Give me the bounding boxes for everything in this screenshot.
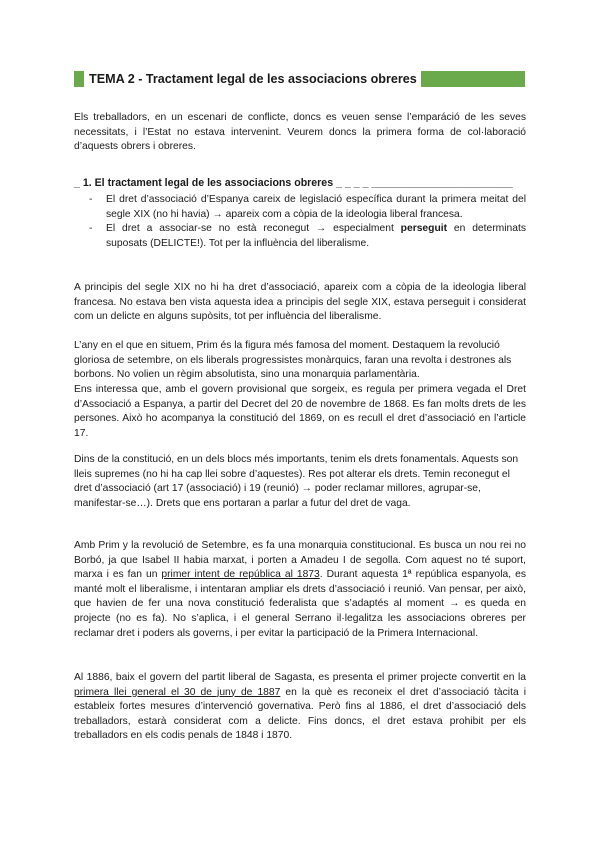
paragraph-2a: L’any en el que en situem, Prim és la figura més famosa del moment. Destaquem la revolució gloriosa de setembre, on els liberals progressistes monàrquics, faran una revolta i destrones als borbons. No volien un règim absolutista, sino una monarquia parlamentària. xyxy=(74,340,512,381)
bullet-2-text-post: en determinats suposats (DELICTE!). Tot per la influència del liberalisme. xyxy=(106,223,526,249)
paragraph-4-post: . Durant aquesta 1ª república espanyola, es manté molt el liberalisme, i intentaran ampliar els drets d’associació i reunió. Van pensar, per això, que havien de fer una nova constitució federalista que s’adaptés al moment → es queda en projecte (no es fa). No s’aplica, i el general Serrano il·legalitza les associacions obreres per reclamar dret i poders als governs, i per evitar la participació de la Primera Internacional. xyxy=(74,569,526,639)
page-title: TEMA 2 - Tractament legal de les associacions obreres xyxy=(89,72,417,86)
paragraph-5-pre: Al 1886, baix el govern del partit liberal de Sagasta, es presenta el primer projecte convertit en la xyxy=(74,672,526,683)
title-accent-right xyxy=(421,71,525,87)
title-bar xyxy=(74,70,525,88)
bullet-2-text-pre: El dret a associar-se no està reconegut → especialment xyxy=(106,223,401,235)
paragraph-5 xyxy=(74,671,526,744)
paragraph-1: A principis del segle XIX no hi ha dret d’associació, apareix com a còpia de la ideologia liberal francesa. No estava ben vista aquesta idea a principis del segle XIX, estava perseguit i considerat com un delicte en alguns supòsits, tot per influència del liberalisme. xyxy=(74,282,526,323)
paragraph-3: Dins de la constitució, en un dels blocs més importants, tenim els drets fonamentals. Aquests son lleis supremes (no hi ha cap llei sobre d’aquestes). Res pot alterar els drets. Temin reconegut el dret d’associació (art 17 (associació) i 19 (reunió) → poder reclamar millores, agrupar-se, manifestar-se…). Drets que ens portaran a parlar a futur del dret de vaga. xyxy=(74,454,519,509)
bullet-item xyxy=(74,193,526,222)
title-accent-left xyxy=(74,71,84,87)
paragraph-4-pre: Amb Prim y la revolució de Setembre, es fa una monarquia constitucional. Es busca un nou rei no Borbó, ja que Isabel II habia marxat, i porten a Amadeu I de segolla. Com aquest no té suport, marxa i es fan un xyxy=(74,540,526,581)
republic-link-text: primer intent de república al 1873 xyxy=(161,569,320,581)
section-1-heading: _ 1. El tractament legal de les associacions obreres _ _ _ _ ________________________ xyxy=(74,177,513,189)
paragraph-2b: Ens interessa que, amb el govern provisional que sorgeix, es regula per primera vegada el Dret d’Associació a Espanya, a partir del Decret del 20 de novembre de 1868. Es fan molts drets de les persones. Això ho acompanya la constitució del 1869, on es recull el dret d’associació en l’article 17. xyxy=(74,384,526,439)
intro-paragraph: Els treballadors, en un escenari de conflicte, doncs es veuen sense l’emparáció de les seves necessitats, i l’Estat no estava intervenint. Veurem doncs la primera forma de col·laboració d’aquests obrers i obreres. xyxy=(74,112,526,153)
paragraph-4 xyxy=(74,539,526,641)
bullet-item xyxy=(74,222,526,251)
section-1-bullets xyxy=(74,193,526,251)
general-law-link-text: primera llei general el 30 de juny de 1887 xyxy=(74,686,281,698)
bullet-1-text: El dret d’associació d’Espanya careix de legislació específica durant la primera meitat del segle XIX (no hi havia) → apareix com a còpia de la ideologia liberal francesa. xyxy=(106,194,526,220)
paragraph-5-post: en la què es reconeix el dret d’associació tàcita i estableix fortes mesures d’intervenció governativa. Però fins al 1886, el dret d’associació dels treballadors, estarà considerat com a delicte. Fins doncs, el dret estava prohibit per els treballadors en els codis penals de 1848 i 1870. xyxy=(74,686,527,742)
bullet-2-bold: perseguit xyxy=(400,223,448,235)
